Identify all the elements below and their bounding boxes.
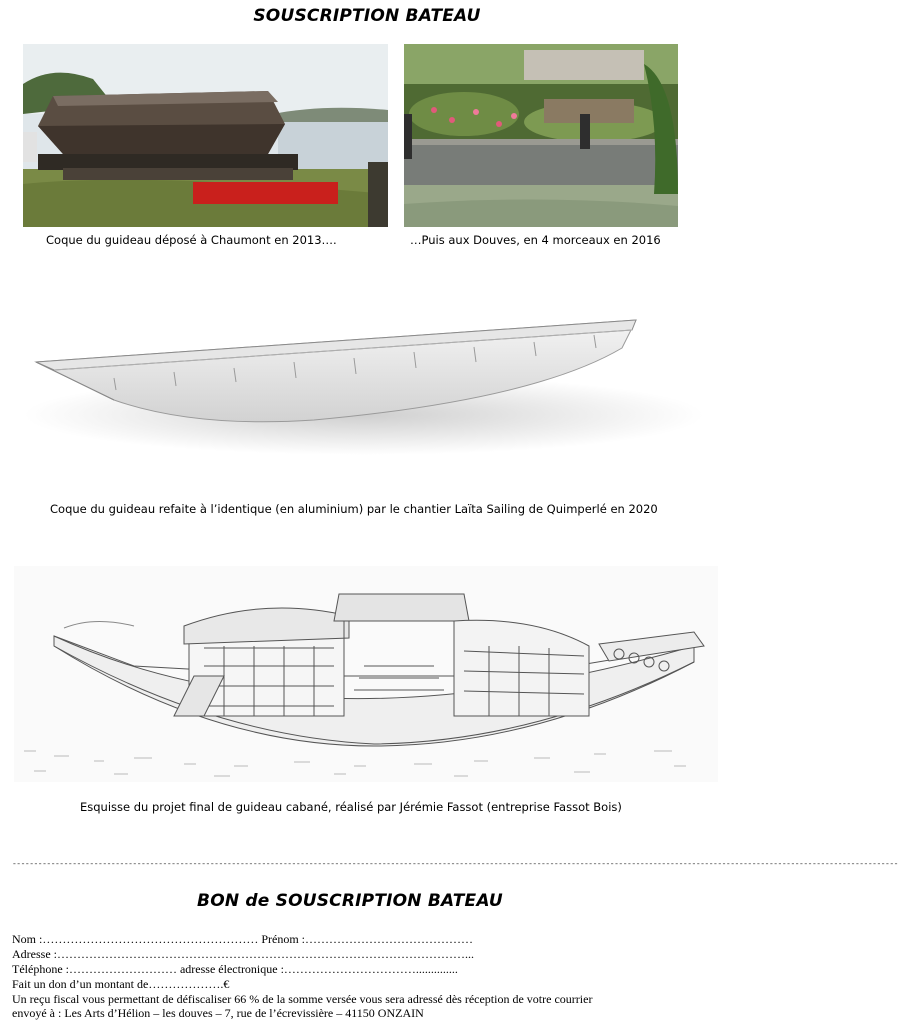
form-line-nom: Nom :……………………………………………… Prénom :…………………………………… [12, 932, 473, 946]
douves-caption: …Puis aux Douves, en 4 morceaux en 2016 [410, 233, 661, 247]
hull-chaumont-photo [23, 44, 388, 227]
page-title: SOUSCRIPTION BATEAU [253, 6, 481, 26]
hull-chaumont-caption: Coque du guideau déposé à Chaumont en 2013…. [46, 233, 337, 247]
aluminium-hull-render [14, 290, 714, 472]
form-line-envoi: envoyé à : Les Arts d’Hélion – les douves – 7, rue de l’écrevissière – 41150 ONZAIN [12, 1006, 424, 1020]
guideau-sketch [14, 566, 718, 782]
form-line-don: Fait un don d’un montant de……………….€ [12, 977, 230, 991]
cut-separator: -------------------------------------------------------------------------------------------------------------------------------------------------------------------------------------------------------------- [12, 860, 898, 869]
douves-photo [404, 44, 678, 227]
render-caption: Coque du guideau refaite à l’identique (en aluminium) par le chantier Laïta Sailing de Quimperlé en 2020 [50, 502, 658, 516]
form-line-recu: Un reçu fiscal vous permettant de défiscaliser 66 % de la somme versée vous sera adressé dès réception de votre courrier [12, 992, 593, 1006]
form-line-telephone: Téléphone :……………………… adresse électronique :…………………………….............. [12, 962, 458, 976]
sketch-caption: Esquisse du projet final de guideau cabané, réalisé par Jérémie Fassot (entreprise Fassot Bois) [80, 800, 622, 814]
form-title: BON de SOUSCRIPTION BATEAU [197, 891, 503, 911]
form-line-adresse: Adresse :…………………………………………………………………………………………... [12, 947, 474, 961]
